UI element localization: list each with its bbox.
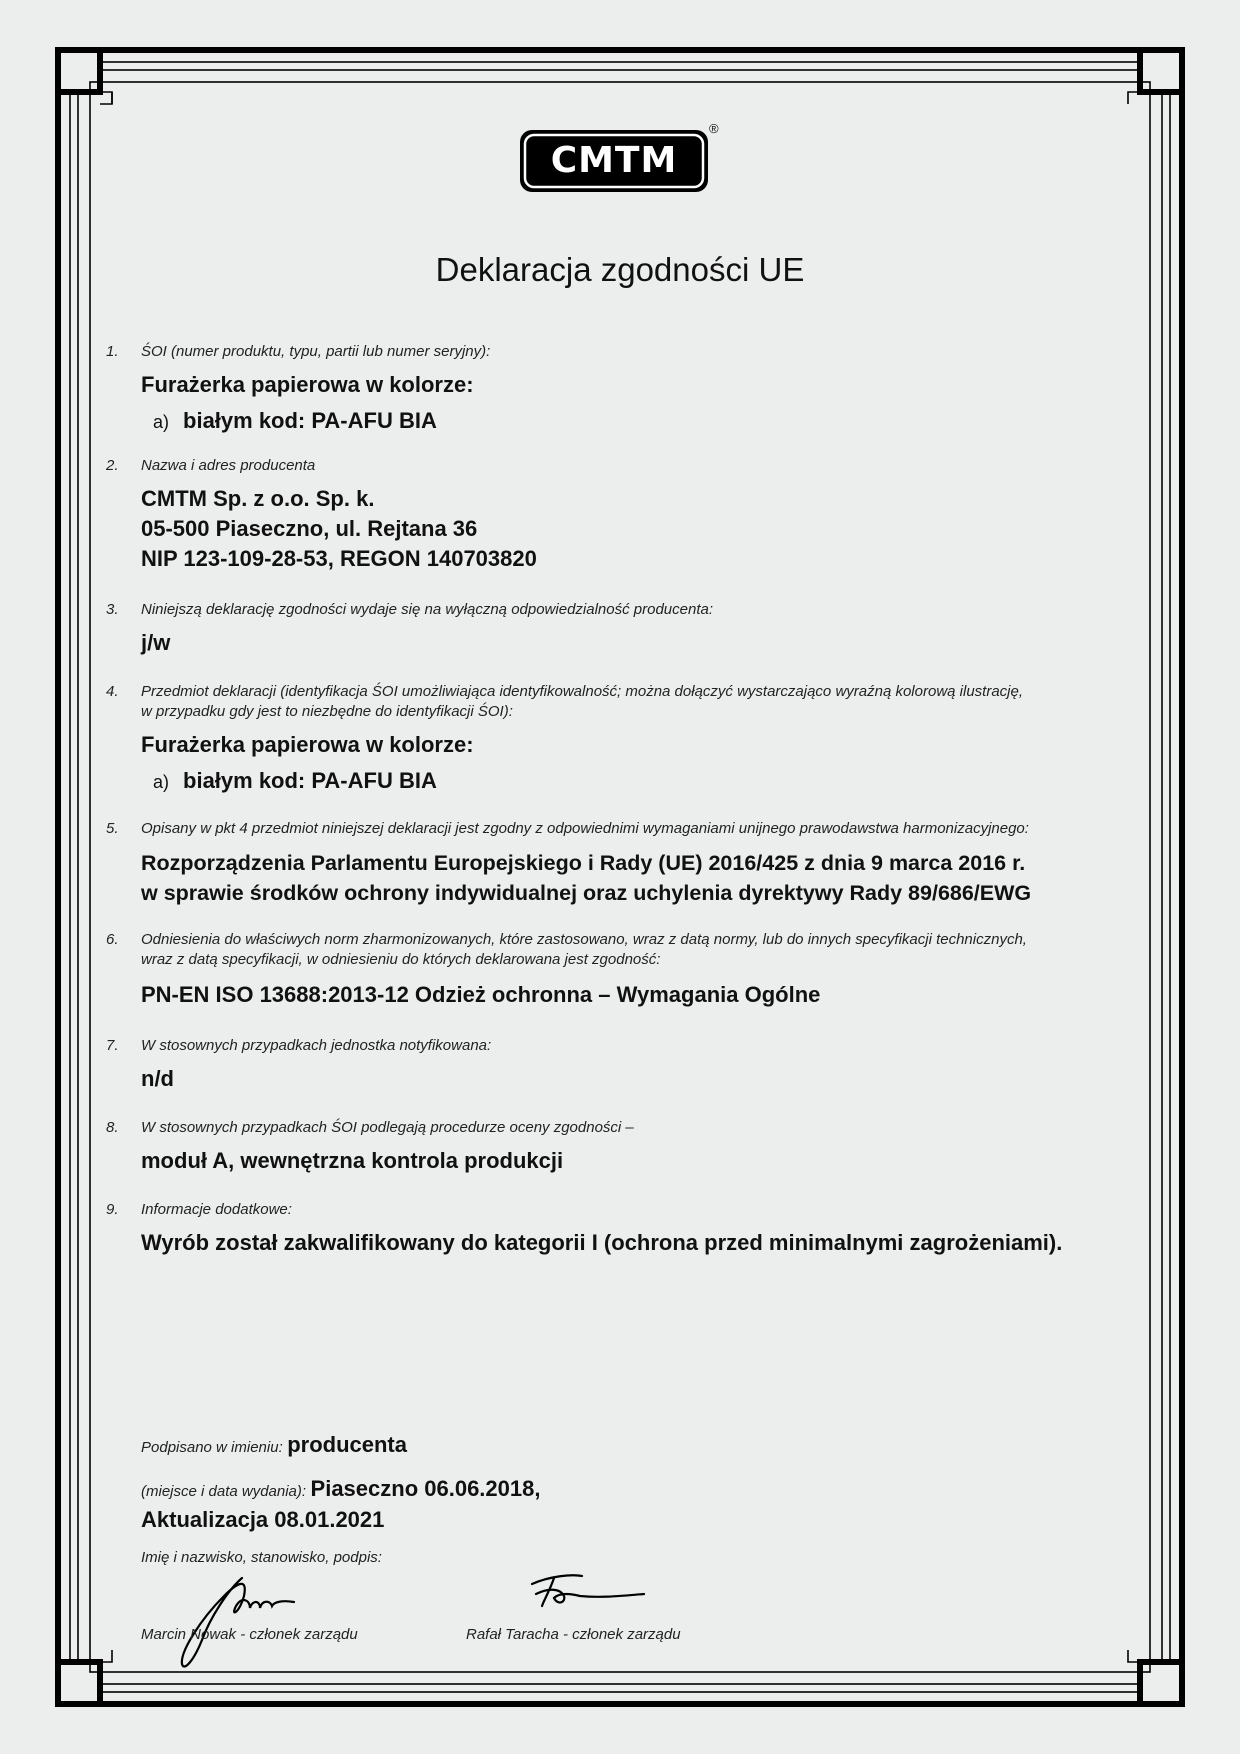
place-and-date [141,1476,540,1502]
item-description: ŚOI (numer produktu, typu, partii lub numer seryjny): [141,343,491,360]
item-description: W stosownych przypadkach ŚOI podlegają procedurze oceny zgodności – [141,1119,634,1136]
item-value: j/w [141,630,171,655]
producer-address: 05-500 Piaseczno, ul. Rejtana 36 [141,516,478,541]
item-description: W stosownych przypadkach jednostka notyfikowana: [141,1037,492,1054]
producer-name: CMTM Sp. z o.o. Sp. k. [141,486,375,511]
item-value: n/d [141,1066,174,1091]
item-number: 8. [106,1119,119,1136]
item-description-line-1: Odniesienia do właściwych norm zharmonizowanych, które zastosowano, wraz z datą normy, lub do innych specyfikacji technicznych, [141,931,1027,948]
signer-1: Marcin Nowak - członek zarządu [141,1626,358,1643]
signature-2-handwriting [520,1568,650,1618]
item-description: Opisany w pkt 4 przedmiot niniejszej deklaracji jest zgodny z odpowiednimi wymaganiami unijnego prawodawstwa harmonizacyjnego: [141,820,1029,837]
sub-value: białym kod: PA-AFU BIA [183,408,437,433]
regulation-line-2: w sprawie środków ochrony indywidualnej oraz uchylenia dyrektywy Rady 89/686/EWG [141,881,1032,905]
item-value: moduł A, wewnętrzna kontrola produkcji [141,1148,564,1173]
item-subvalue [153,766,437,797]
place-value: Piaseczno 06.06.2018, [310,1476,541,1501]
item-description: Informacje dodatkowe: [141,1201,292,1218]
item-number: 1. [106,343,119,360]
item-value: Wyrób został zakwalifikowany do kategorii I (ochrona przed minimalnymi zagrożeniami). [141,1230,1063,1255]
item-number: 4. [106,683,119,700]
regulation-line-1: Rozporządzenia Parlamentu Europejskiego i Rady (UE) 2016/425 z dnia 9 marca 2016 r. [141,851,1026,875]
item-number: 2. [106,457,119,474]
signed-label: Podpisano w imieniu: [141,1439,283,1456]
item-description: Nazwa i adres producenta [141,457,316,474]
item-number: 7. [106,1037,119,1054]
item-number: 3. [106,601,119,618]
signed-value: producenta [287,1432,407,1457]
item-description: Niniejszą deklarację zgodności wydaje się na wyłączną odpowiedzialność producenta: [141,601,713,618]
sub-letter: a) [153,772,170,792]
item-description-line-2: wraz z datą specyfikacji, w odniesieniu do których deklarowana jest zgodność: [141,951,661,968]
svg-text:CMTM: CMTM [550,140,678,181]
signature-1-handwriting [170,1560,310,1680]
item-value: Furażerka papierowa w kolorze: [141,732,474,757]
item-value: PN-EN ISO 13688:2013-12 Odzież ochronna – Wymagania Ogólne [141,982,821,1007]
item-number: 6. [106,931,119,948]
sub-value: białym kod: PA-AFU BIA [183,768,437,793]
sub-letter: a) [153,412,170,432]
update-date: Aktualizacja 08.01.2021 [141,1507,385,1532]
signed-on-behalf [141,1432,407,1458]
item-number: 9. [106,1201,119,1218]
page-title: Deklaracja zgodności UE [435,251,805,288]
place-label: (miejsce i data wydania): [141,1483,307,1500]
item-number: 5. [106,820,119,837]
item-description-line-1: Przedmiot deklaracji (identyfikacja ŚOI umożliwiająca identyfikowalność; można dołączyć wystarczająco wyraźną kolorową ilustrację, [141,683,1024,700]
signer-2: Rafał Taracha - członek zarządu [466,1626,681,1643]
item-description-line-2: w przypadku gdy jest to niezbędne do identyfikacji ŚOI): [141,703,513,720]
item-value: Furażerka papierowa w kolorze: [141,372,474,397]
name-position-label: Imię i nazwisko, stanowisko, podpis: [141,1549,382,1566]
cmtm-logo [518,128,710,194]
registered-mark: ® [709,121,719,136]
item-subvalue [153,406,437,437]
producer-ids: NIP 123-109-28-53, REGON 140703820 [141,546,537,571]
